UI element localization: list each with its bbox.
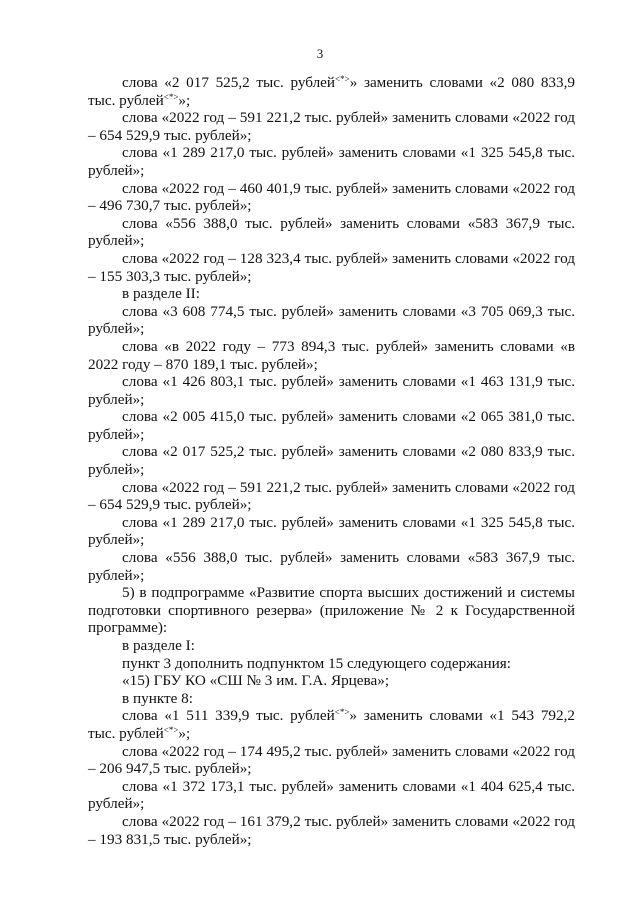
paragraph: слова «2022 год – 128 323,4 тыс. рублей» заменить словами «2022 год – 155 303,3 тыс. рублей»; (88, 249, 575, 285)
paragraph: слова «1 372 173,1 тыс. рублей» заменить словами «1 404 625,4 тыс. рублей»; (88, 777, 575, 813)
paragraph: слова «1 289 217,0 тыс. рублей» заменить словами «1 325 545,8 тыс. рублей»; (88, 513, 575, 549)
paragraph: слова «2022 год – 591 221,2 тыс. рублей» заменить словами «2022 год – 654 529,9 тыс. рублей»; (88, 478, 575, 514)
section-heading: в разделе II: (122, 285, 200, 303)
paragraph: «15) ГБУ КО «СШ № 3 им. Г.А. Ярцева»; (122, 672, 390, 690)
paragraph: слова «1 426 803,1 тыс. рублей» заменить словами «1 463 131,9 тыс. рублей»; (88, 373, 575, 408)
para-0-part-b: » заменить словами «2 080 833,9 тыс. рублей (88, 74, 575, 109)
paragraph: слова «556 388,0 тыс. рублей» заменить словами «583 367,9 тыс. рублей»; (88, 549, 575, 584)
para-0-part-c: »; (178, 91, 191, 109)
para-20-part-b: » заменить словами «1 543 792,2 тыс. рублей (88, 707, 575, 742)
paragraph: слова «1 289 217,0 тыс. рублей» заменить словами «1 325 545,8 тыс. рублей»; (88, 144, 575, 179)
paragraph: 5) в подпрограмме «Развитие спорта высших достижений и системы подготовки спортивного резерва» (приложение № 2 к Государственной программе): (88, 584, 575, 637)
page-number: 3 (316, 46, 324, 61)
footnote-mark: <*> (335, 74, 350, 84)
paragraph: слова «2022 год – 161 379,2 тыс. рублей» заменить словами «2022 год – 193 831,5 тыс. рублей»; (88, 812, 575, 848)
paragraph: пункт 3 дополнить подпунктом 15 следующего содержания: (122, 654, 511, 672)
section-heading: в пункте 8: (122, 689, 193, 707)
paragraph: слова «556 388,0 тыс. рублей» заменить словами «583 367,9 тыс. рублей»; (88, 214, 575, 250)
paragraph: слова «2022 год – 591 221,2 тыс. рублей» заменить словами «2022 год – 654 529,9 тыс. рублей»; (88, 109, 575, 144)
paragraph: слова «3 608 774,5 тыс. рублей» заменить словами «3 705 069,3 тыс. рублей»; (88, 302, 575, 338)
footnote-mark: <*> (163, 724, 179, 735)
section-heading: в разделе I: (122, 637, 195, 654)
para-20-part-c: »; (178, 724, 191, 742)
paragraph: слова «2 005 415,0 тыс. рублей» заменить словами «2 065 381,0 тыс. рублей»; (88, 408, 575, 443)
para-20-part-a: слова «1 511 339,9 тыс. рублей (122, 707, 335, 725)
para-0-part-a: слова «2 017 525,2 тыс. рублей (122, 74, 336, 91)
paragraph (88, 707, 575, 742)
footnote-mark: <*> (334, 707, 350, 718)
paragraph: слова «в 2022 году – 773 894,3 тыс. рублей» заменить словами «в 2022 году – 870 189,1 тыс. рублей»; (88, 337, 575, 373)
paragraph: слова «2 017 525,2 тыс. рублей» заменить словами «2 080 833,9 тыс. рублей»; (88, 443, 575, 479)
paragraph (88, 74, 575, 109)
paragraph: слова «2022 год – 174 495,2 тыс. рублей» заменить словами «2022 год – 206 947,5 тыс. рублей»; (88, 742, 575, 778)
document-body (88, 74, 575, 848)
footnote-mark: <*> (163, 91, 179, 102)
paragraph: слова «2022 год – 460 401,9 тыс. рублей» заменить словами «2022 год – 496 730,7 тыс. рублей»; (88, 179, 575, 215)
